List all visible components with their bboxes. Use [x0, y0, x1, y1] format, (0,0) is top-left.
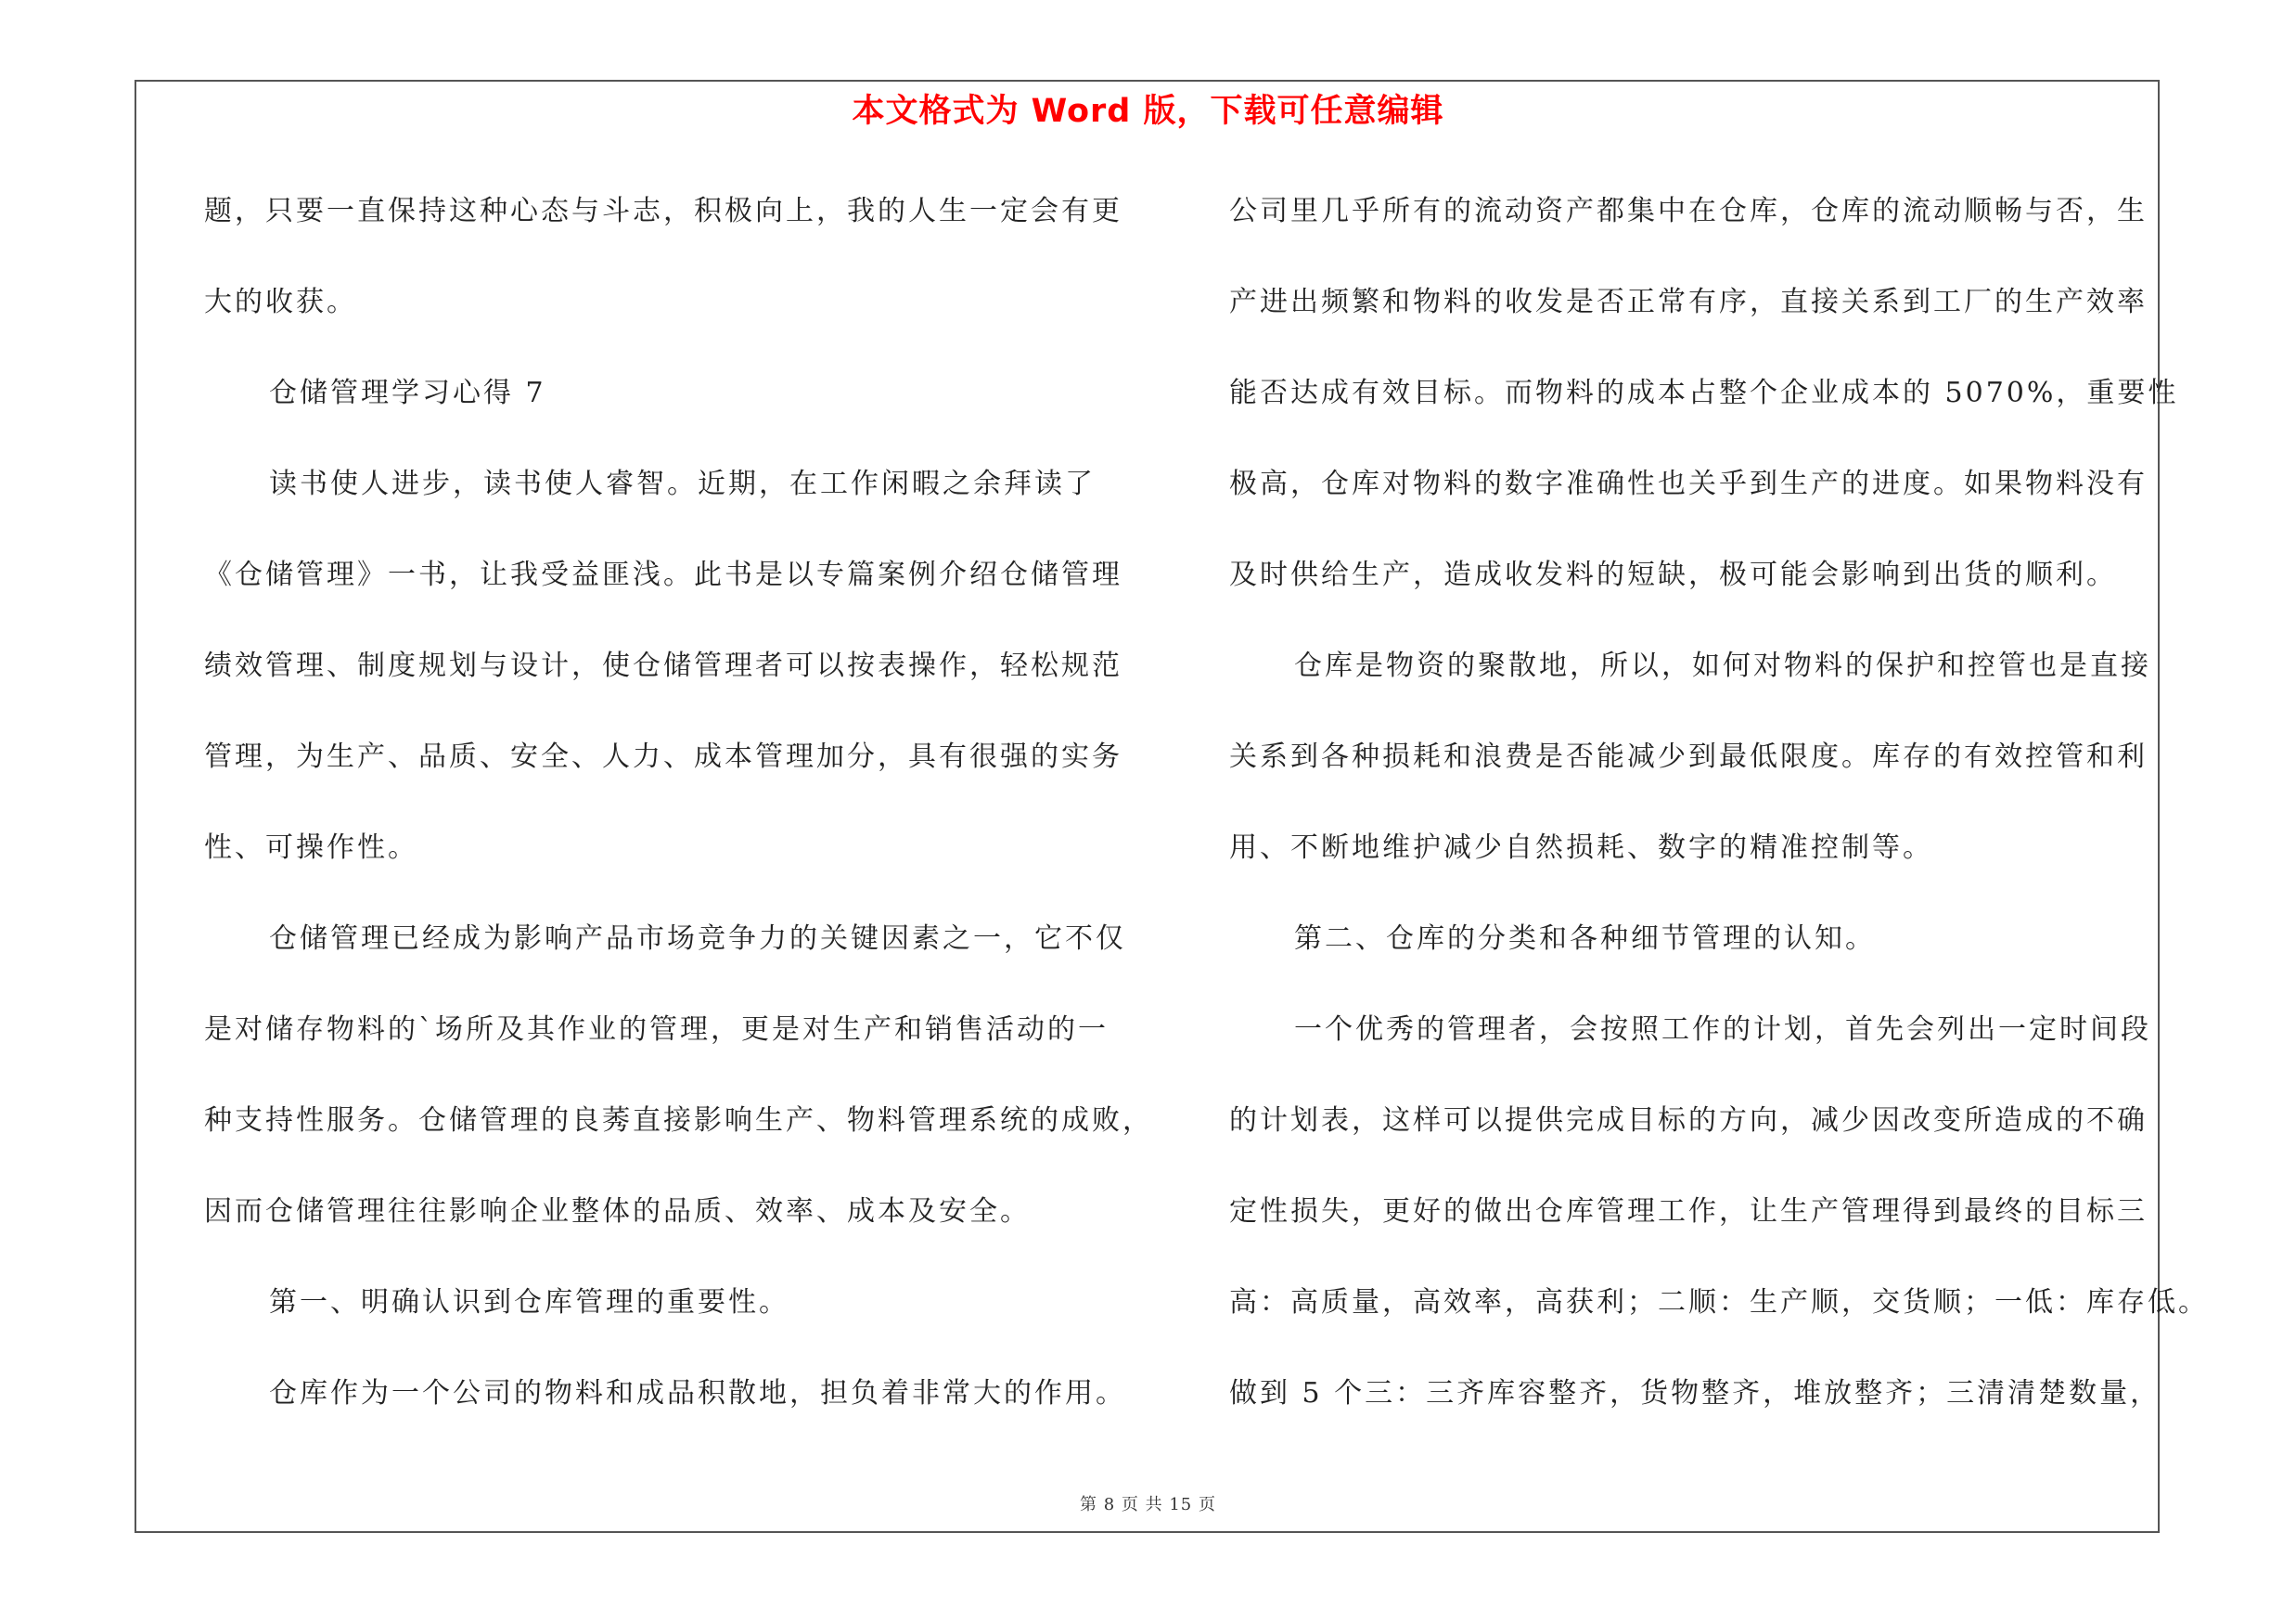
text-line: 产进出频繁和物料的收发是否正常有序，直接关系到工厂的生产效率	[1229, 286, 2148, 318]
text-line: 及时供给生产，造成收发料的短缺，极可能会影响到出货的顺利。	[1229, 559, 2117, 591]
text-line: 极高，仓库对物料的数字准确性也关乎到生产的进度。如果物料没有	[1229, 468, 2148, 500]
text-line: 仓储管理学习心得 7	[269, 377, 546, 409]
text-line: 公司里几乎所有的流动资产都集中在仓库，仓库的流动顺畅与否，生	[1229, 195, 2148, 227]
text-line: 仓库是物资的聚散地，所以，如何对物料的保护和控管也是直接	[1294, 650, 2151, 682]
text-line: 题，只要一直保持这种心态与斗志，积极向上，我的人生一定会有更	[204, 195, 1122, 227]
text-line: 《仓储管理》一书，让我受益匪浅。此书是以专篇案例介绍仓储管理	[204, 559, 1122, 591]
text-line: 一个优秀的管理者，会按照工作的计划，首先会列出一定时间段	[1294, 1013, 2151, 1046]
right-text-column	[1229, 179, 2209, 1452]
text-line: 管理，为生产、品质、安全、人力、成本管理加分，具有很强的实务	[204, 741, 1122, 773]
text-line: 读书使人进步，读书使人睿智。近期，在工作闲暇之余拜读了	[269, 468, 1096, 500]
text-line: 性、可操作性。	[204, 831, 418, 864]
text-line: 绩效管理、制度规划与设计，使仓储管理者可以按表操作，轻松规范	[204, 650, 1122, 682]
text-line: 做到 5 个三：三齐库容整齐，货物整齐，堆放整齐；三清清楚数量，	[1229, 1377, 2161, 1410]
text-line: 因而仓储管理往往影响企业整体的品质、效率、成本及安全。	[204, 1195, 1031, 1228]
text-line: 是对储存物料的`场所及其作业的管理，更是对生产和销售活动的一	[204, 1013, 1109, 1046]
page-number-footer: 第 8 页 共 15 页	[1080, 1495, 1216, 1514]
text-line: 仓库作为一个公司的物料和成品积散地，担负着非常大的作用。	[269, 1377, 1126, 1410]
text-line: 种支持性服务。仓储管理的良莠直接影响生产、物料管理系统的成败，	[204, 1104, 1153, 1137]
text-line: 仓储管理已经成为影响产品市场竞争力的关键因素之一，它不仅	[269, 922, 1126, 955]
text-line: 大的收获。	[204, 286, 357, 318]
word-format-banner: 本文格式为 Word 版，下载可任意编辑	[852, 93, 1444, 130]
text-line: 第二、仓库的分类和各种细节管理的认知。	[1294, 922, 1876, 955]
text-line: 定性损失，更好的做出仓库管理工作，让生产管理得到最终的目标三	[1229, 1195, 2148, 1228]
left-text-column	[204, 179, 1153, 1452]
text-line: 的计划表，这样可以提供完成目标的方向，减少因改变所造成的不确	[1229, 1104, 2148, 1137]
text-line: 关系到各种损耗和浪费是否能减少到最低限度。库存的有效控管和利	[1229, 741, 2148, 773]
text-line: 用、不断地维护减少自然损耗、数字的精准控制等。	[1229, 831, 1933, 864]
text-line: 高：高质量，高效率，高获利；二顺：生产顺，交货顺；一低：库存低。	[1229, 1286, 2209, 1319]
text-line: 第一、明确认识到仓库管理的重要性。	[269, 1286, 789, 1319]
text-line: 能否达成有效目标。而物料的成本占整个企业成本的 5070%，重要性	[1229, 377, 2179, 409]
